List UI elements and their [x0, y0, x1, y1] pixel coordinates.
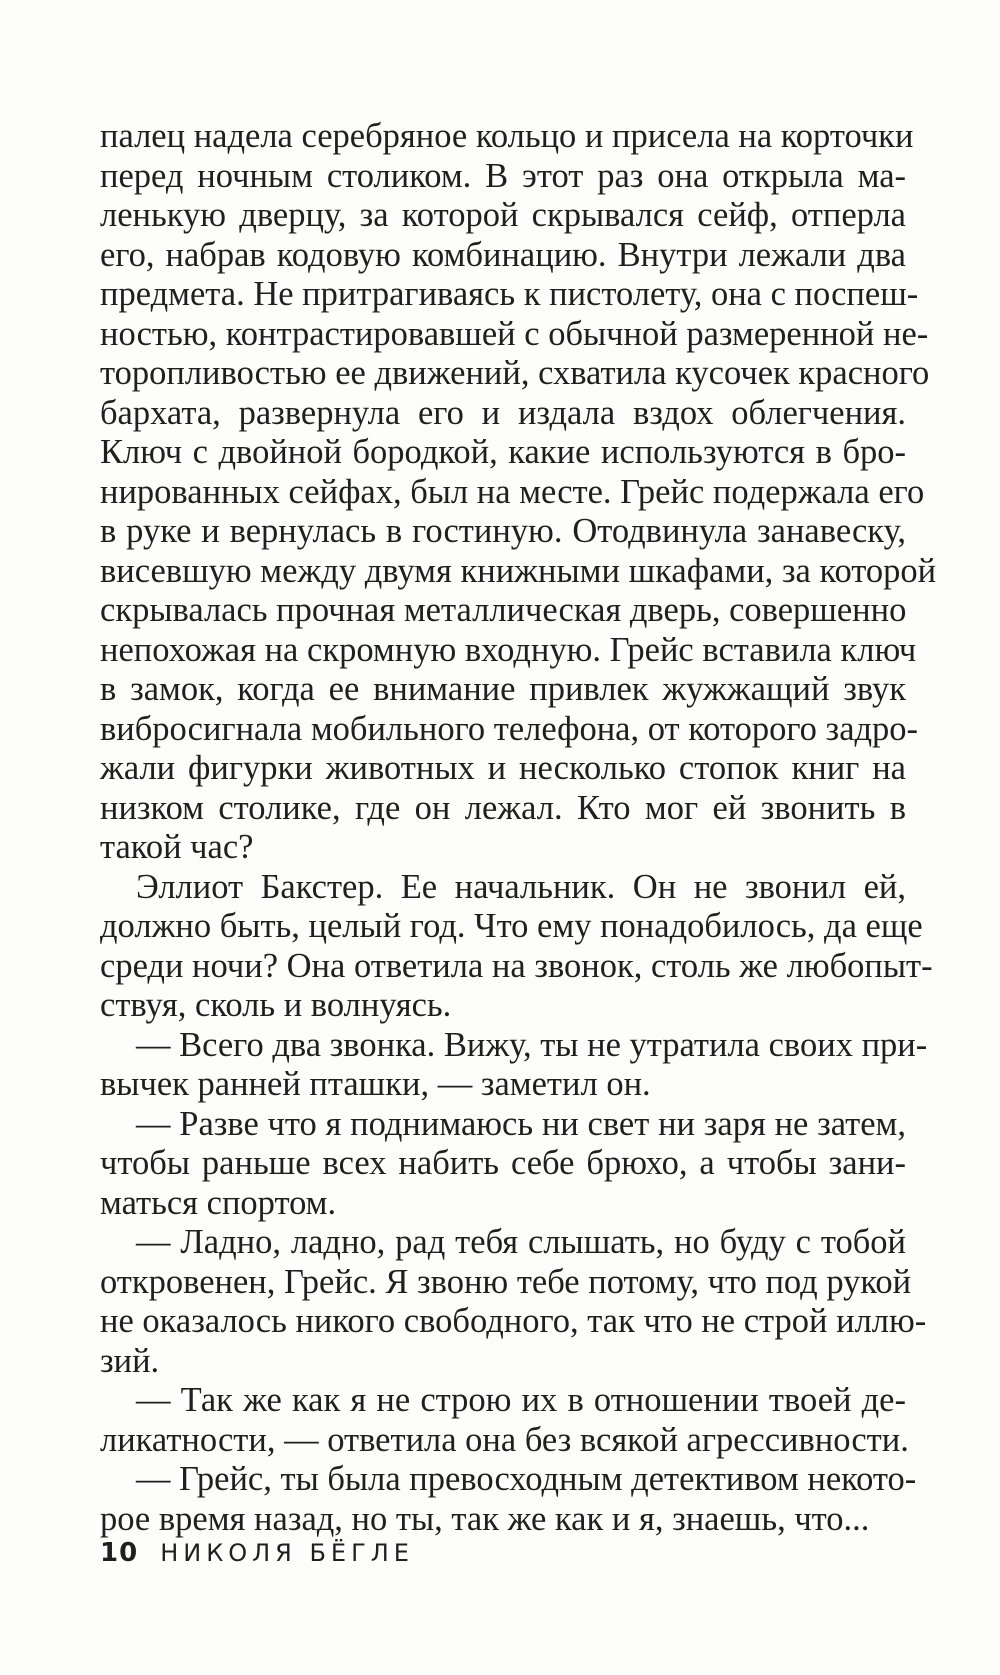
text-line: его, набрав кодовую комбинацию. Внутри лежали два: [100, 235, 906, 274]
text-line: скрывалась прочная металлическая дверь, совершенно: [100, 591, 907, 629]
text-line: в замок, когда ее внимание привлек жужжащий звук: [100, 670, 906, 708]
text-line: — Грейс, ты была превосходным детективом некото-: [136, 1460, 917, 1498]
text-line: Эллиот Бакстер. Ее начальник. Он не звонил ей,: [136, 867, 906, 906]
text-line: перед ночным столиком. В этот раз она открыла ма-: [100, 156, 906, 195]
text-line: откровенен, Грейс. Я звоню тебе потому, что под рукой: [100, 1262, 912, 1301]
text-line: висевшую между двумя книжными шкафами, за которой: [100, 551, 937, 590]
paragraph: [100, 117, 937, 868]
text-line: ликатности, — ответила она без всякой агрессивности.: [100, 1420, 909, 1459]
text-line: ленькую дверцу, за которой скрывался сейф, отперла: [100, 196, 906, 234]
text-line: жали фигурки животных и несколько стопок книг на: [100, 749, 906, 787]
text-line: такой час?: [100, 828, 254, 866]
text-line: непохожая на скромную входную. Грейс вставила ключ: [100, 630, 917, 669]
text-line: — Разве что я поднимаюсь ни свет ни заря не затем,: [136, 1104, 906, 1143]
text-line: должно быть, целый год. Что ему понадобилось, да еще: [100, 907, 923, 945]
text-line: низком столике, где он лежал. Кто мог ей звонить в: [100, 788, 906, 827]
text-line: предмета. Не притрагиваясь к пистолету, она с поспеш-: [100, 275, 919, 313]
text-line: — Всего два звонка. Вижу, ты не утратила своих при-: [136, 1025, 928, 1064]
paragraph: [100, 1223, 927, 1381]
text-line: бархата, развернула его и издала вздох облегчения.: [100, 393, 906, 432]
paragraph: [100, 1381, 909, 1460]
body-text: [100, 117, 937, 1539]
page-number: 10: [100, 1538, 139, 1568]
running-title-author: НИКОЛЯ БЁГЛЕ: [160, 1539, 414, 1567]
text-line: в руке и вернулась в гостиную. Отодвинула занавеску,: [100, 512, 906, 550]
text-line: среди ночи? Она ответила на звонок, столь же любопыт-: [100, 946, 933, 985]
text-line: нированных сейфах, был на месте. Грейс подержала его: [100, 472, 925, 511]
text-line: маться спортом.: [100, 1183, 337, 1222]
text-line: вычек ранней пташки, — заметил он.: [100, 1065, 651, 1103]
text-line: вибросигнала мобильного телефона, от которого задро-: [100, 709, 919, 748]
text-line: ностью, контрастировавшей с обычной размеренной не-: [100, 314, 929, 353]
page-footer: [100, 1538, 414, 1568]
text-line: Ключ с двойной бородкой, какие используются в бро-: [100, 433, 906, 471]
text-line: — Так же как я не строю их в отношении твоей де-: [136, 1381, 906, 1419]
text-line: торопливостью ее движений, схватила кусочек красного: [100, 354, 930, 392]
text-line: не оказалось никого свободного, так что не строй иллю-: [100, 1302, 927, 1340]
paragraph: [100, 1105, 906, 1224]
paragraph: [100, 1460, 917, 1539]
paragraph: [100, 867, 933, 1026]
text-line: чтобы раньше всех набить себе брюхо, а чтобы зани-: [100, 1144, 906, 1182]
paragraph: [100, 1025, 928, 1105]
text-line: зий.: [100, 1341, 160, 1380]
text-line: — Ладно, ладно, рад тебя слышать, но буду с тобой: [136, 1223, 906, 1261]
text-line: рое время назад, но ты, так же как и я, знаешь, что...: [100, 1499, 870, 1538]
text-line: палец надела серебряное кольцо и присела на корточки: [100, 117, 914, 155]
text-line: ствуя, сколь и волнуясь.: [100, 986, 452, 1024]
